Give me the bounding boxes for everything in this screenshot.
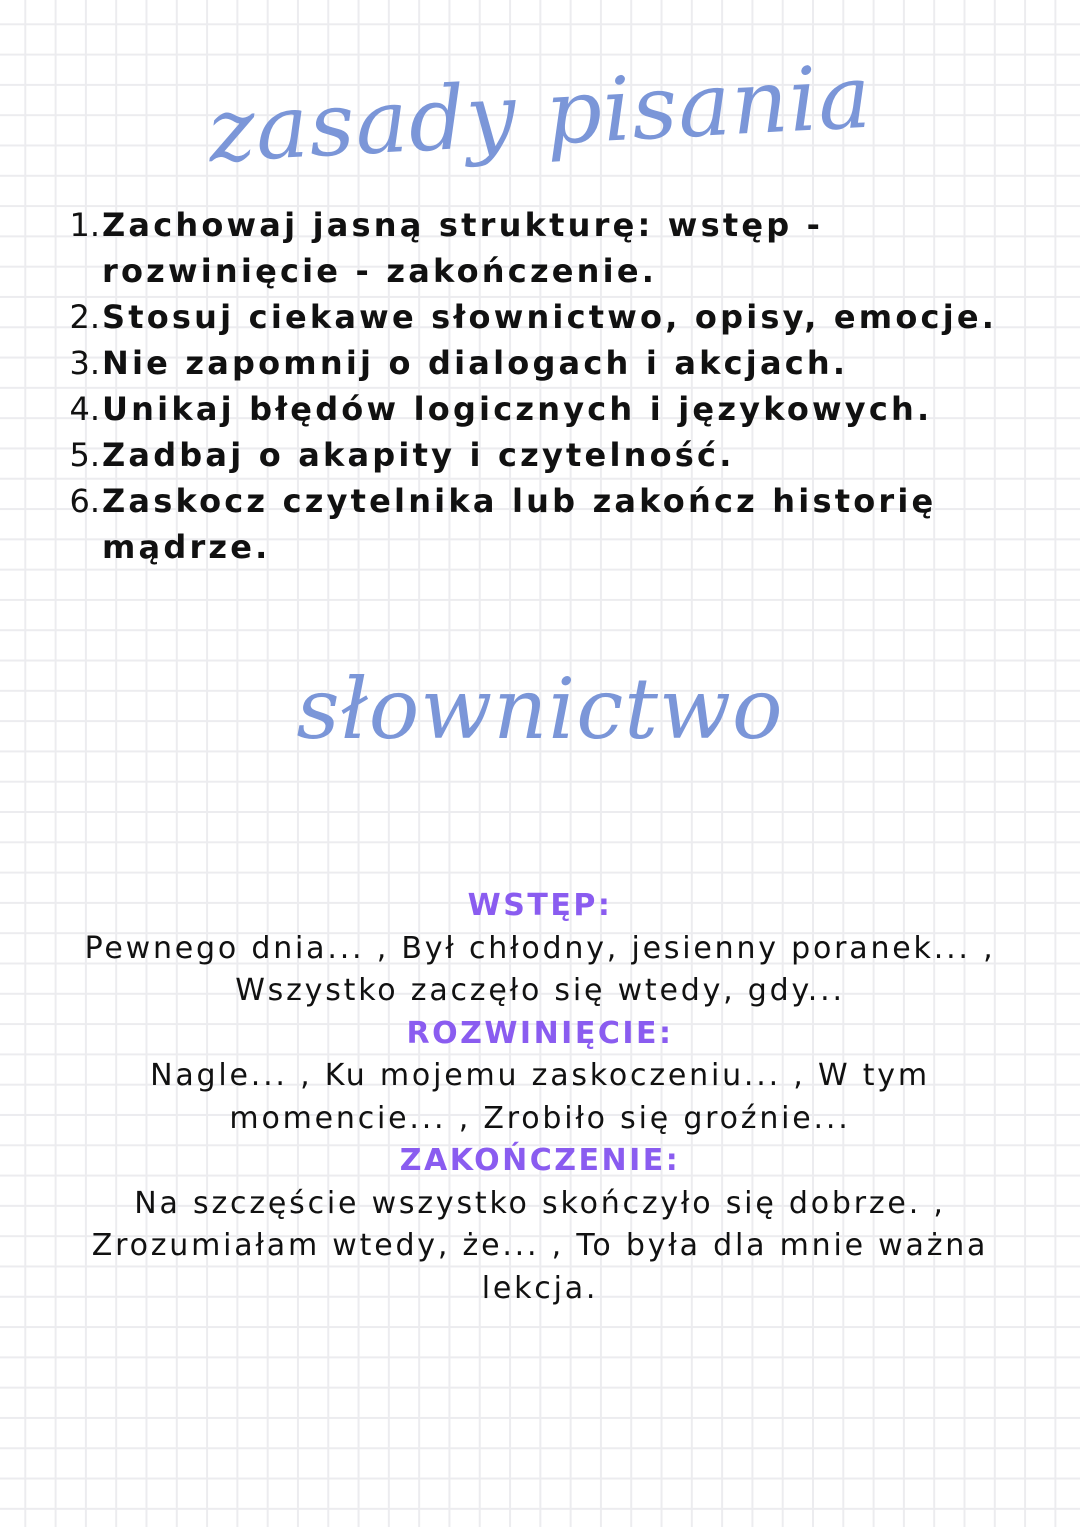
list-text: Zachowaj jasną strukturę: wstęp - rozwinięcie - zakończenie. [102,206,824,290]
vocab-section [40,885,1040,1310]
list-number: 3. [69,344,100,382]
list-number: 2. [69,298,100,336]
list-number: 6. [69,482,100,520]
list-item [55,202,1015,294]
heading-intro: WSTĘP: [467,888,613,923]
ending-phrases: Na szczęście wszystko skończyło się dobrze. , Zrozumiałam wtedy, że... , To była dla mnie ważna lekcja. [91,1185,989,1306]
heading-body: ROZWINIĘCIE: [406,1015,674,1051]
title-rules: zasady pisania [205,44,875,183]
body-phrases: Nagle... , Ku mojemu zaskoczeniu... , W tym momencie... , Zrobiło się groźnie... [150,1058,930,1136]
list-item [55,340,1015,386]
list-item [55,294,1015,340]
list-item [55,432,1015,478]
list-number: 4. [69,390,100,428]
list-text: Zaskocz czytelnika lub zakończ historię mądrze. [102,482,937,566]
list-text: Nie zapomnij o dialogach i akcjach. [102,344,849,382]
list-number: 1. [69,206,100,244]
list-text: Unikaj błędów logicznych i językowych. [102,390,933,428]
list-text: Stosuj ciekawe słownictwo, opisy, emocje. [102,298,998,336]
title-vocab: słownictwo [296,660,784,758]
list-item [55,386,1015,432]
heading-ending: ZAKOŃCZENIE: [399,1143,681,1178]
intro-phrases: Pewnego dnia... , Był chłodny, jesienny poranek... , Wszystko zaczęło się wtedy, gdy... [84,930,996,1008]
list-number: 5. [69,436,100,474]
rules-list [55,202,1015,570]
list-text: Zadbaj o akapity i czytelność. [102,436,735,474]
list-item [55,478,1015,570]
